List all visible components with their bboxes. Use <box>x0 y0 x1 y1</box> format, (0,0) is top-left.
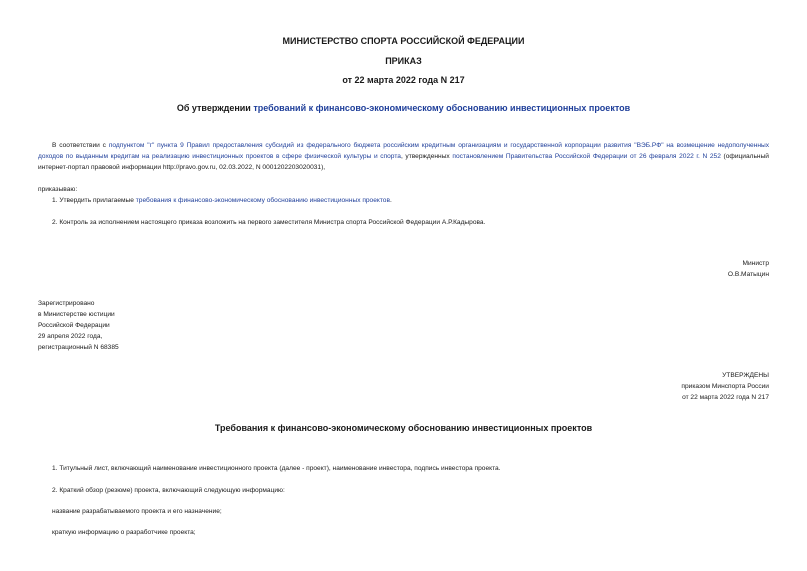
preamble-link-rules[interactable]: подпунктом "г" пункта 9 Правил предоставления субсидий из федерального бюджета российским кредитным организациям и государственной корпорации развития "ВЭБ.РФ" на возмещение недополученных доходов по выданным кредитам на реализацию инвестиционных проектов в сфере физической культуры и спорта <box>38 142 770 160</box>
approval-line: приказом Минспорта России <box>681 383 769 390</box>
requirements-item: 1. Титульный лист, включающий наименование инвестиционного проекта (далее - проект), наименование инвестора, подпись инвестора проекта. <box>52 465 501 472</box>
requirements-title: Требования к финансово-экономическому обоснованию инвестиционных проектов <box>214 423 593 433</box>
preamble-paragraph <box>38 140 769 173</box>
approval-line: УТВЕРЖДЕНЫ <box>722 372 769 379</box>
requirements-item: название разрабатываемого проекта и его назначение; <box>52 508 222 515</box>
requirements-item: краткую информацию о разработчике проекта; <box>52 529 196 536</box>
doc-type-heading: ПРИКАЗ <box>385 56 422 66</box>
ministry-heading: МИНИСТЕРСТВО СПОРТА РОССИЙСКОЙ ФЕДЕРАЦИИ <box>282 36 525 46</box>
order-item-1 <box>52 195 392 206</box>
registration-line: Зарегистрировано <box>38 300 95 307</box>
order-item-1-suffix: . <box>389 197 392 204</box>
registration-line: в Министерстве юстиции <box>38 311 115 318</box>
registration-line: 29 апреля 2022 года, <box>38 333 103 340</box>
requirements-item: 2. Краткий обзор (резюме) проекта, включающий следующую информацию: <box>52 487 285 494</box>
preamble-link-resolution[interactable]: постановлением Правительства Российской Федерации от 26 февраля 2022 г. N 252 <box>452 153 721 160</box>
preamble-text-1: В соответствии с <box>52 142 109 149</box>
registration-line: Российской Федерации <box>38 322 110 329</box>
signature-name: О.В.Матыцин <box>727 271 769 278</box>
document-title-link[interactable]: требований к финансово-экономическому обоснованию инвестиционных проектов <box>253 103 631 113</box>
order-item-1-prefix: 1. Утвердить прилагаемые <box>52 197 136 204</box>
document-title-prefix: Об утверждении <box>176 103 254 113</box>
orders-word: приказываю: <box>38 186 78 193</box>
approval-line: от 22 марта 2022 года N 217 <box>682 394 769 401</box>
preamble-text-3: (официальный интернет-портал правовой информации http://pravo.gov.ru, 02.03.2022, N 0001202203020031), <box>38 153 769 171</box>
doc-date-heading: от 22 марта 2022 года N 217 <box>342 75 465 85</box>
signature-position: Министр <box>742 260 769 267</box>
order-item-2: 2. Контроль за исполнением настоящего приказа возложить на первого заместителя Министра спорта Российской Федерации А.Р.Кадырова. <box>52 219 486 226</box>
order-item-1-link[interactable]: требования к финансово-экономическому обоснованию инвестиционных проектов <box>135 197 390 204</box>
document-title <box>0 103 807 113</box>
registration-line: регистрационный N 68385 <box>38 344 119 351</box>
preamble-text-2: , утвержденных <box>400 153 453 160</box>
